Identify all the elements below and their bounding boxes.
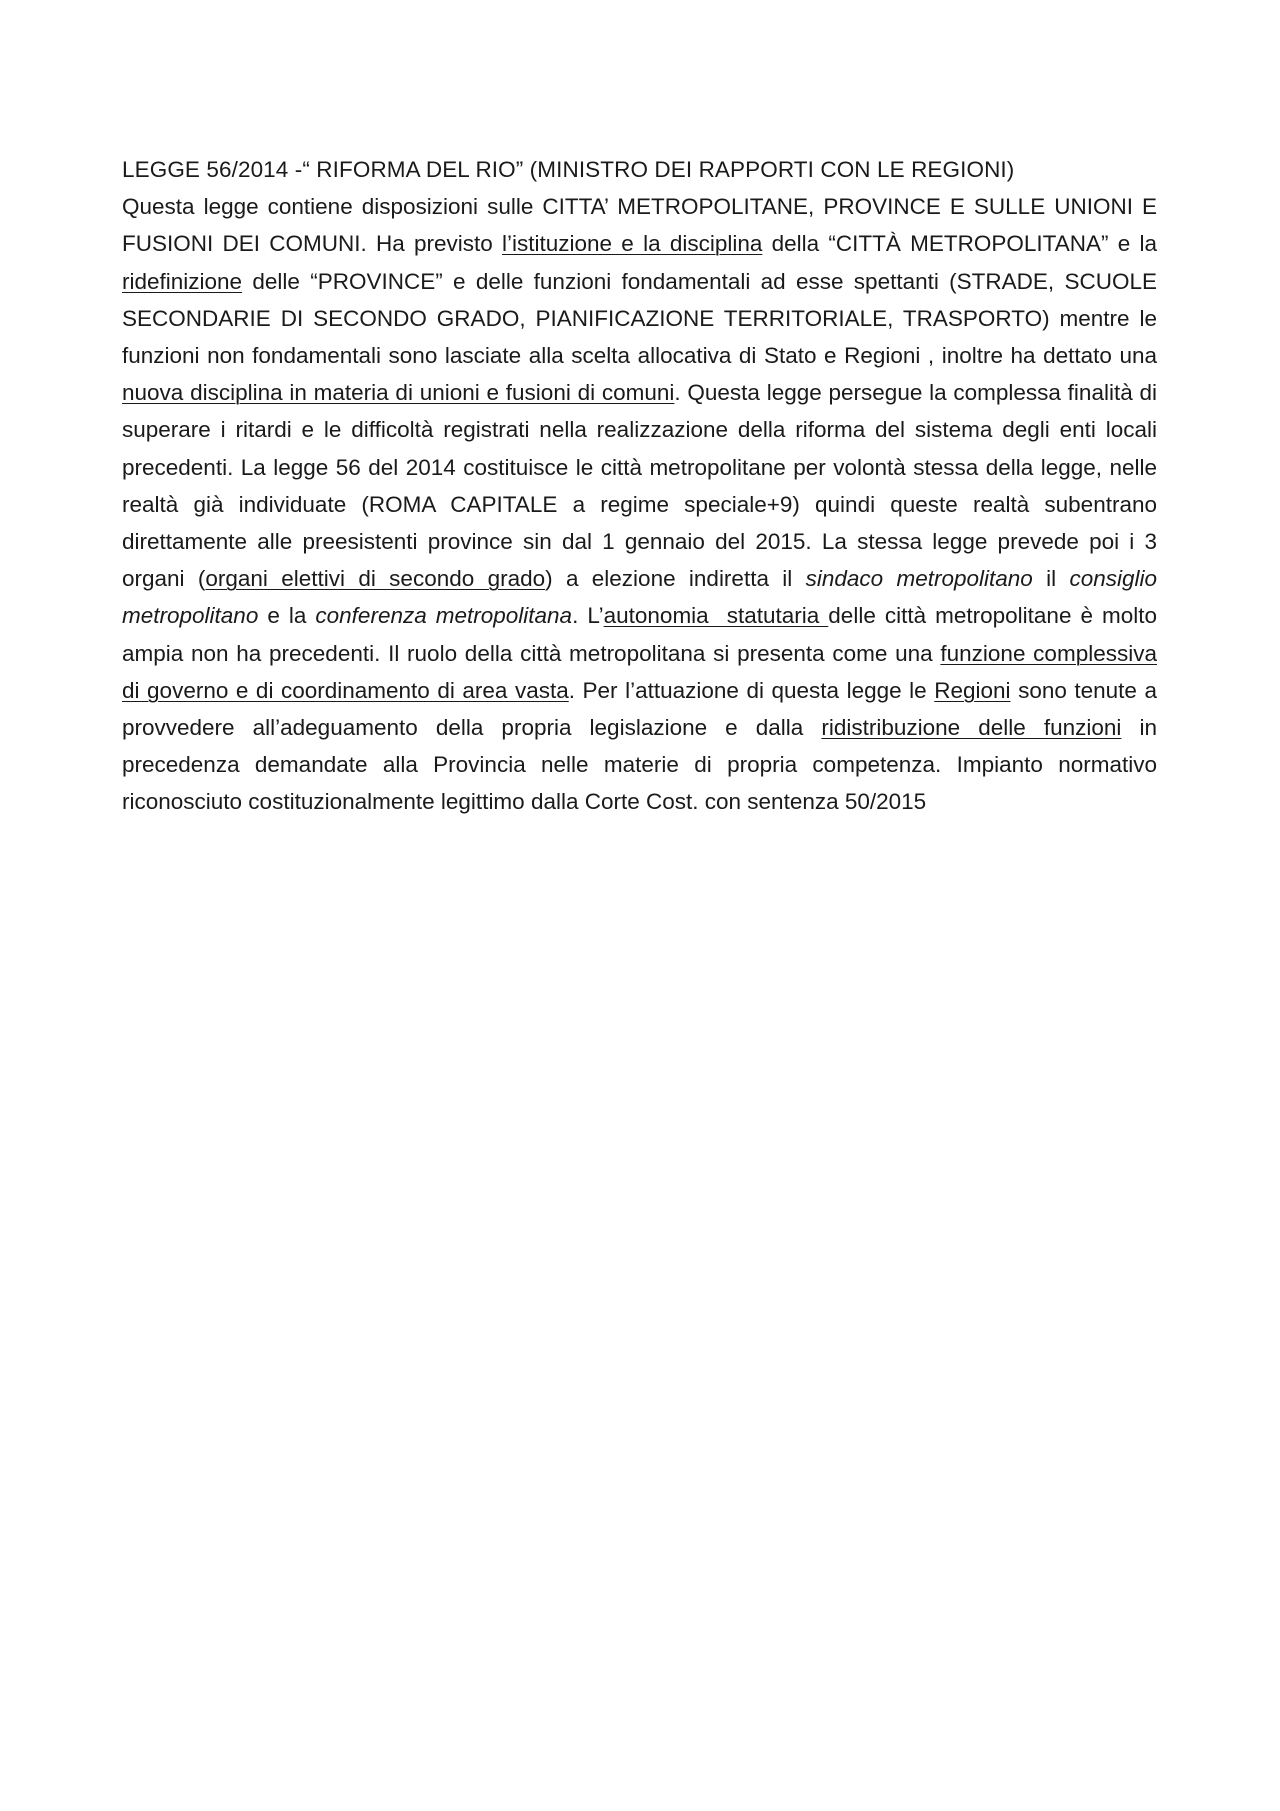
text-segment: in precedenza demandate alla Provincia nelle materie di propria competenza. Impianto normativo riconosciuto costituzionalmente legittimo dalla Corte Cost. con sentenza 50/2015 — [122, 715, 1158, 815]
underlined-phrase-funzione-complessiva: funzione complessiva di governo e di coordinamento di area vasta — [122, 640, 1157, 703]
text-segment: . Questa legge persegue la complessa finalità di superare i ritardi e le difficoltà registrati nella realizzazione della riforma del sistema degli enti locali precedenti. La legge 56 del 2014 costituisce le città metropolitane per volontà stessa della legge, nelle realtà già individuate (ROMA CAPITALE a regime speciale+9) quindi queste realtà subentrano direttamente alle preesistenti province sin dal 1 gennaio del 2015. La stessa legge prevede poi i 3 organi ( — [122, 380, 1157, 592]
italic-phrase-consiglio: consiglio metropolitano — [122, 566, 1158, 629]
text-segment: . Per l’attuazione di questa legge le — [568, 677, 935, 703]
underlined-phrase-ridistribuzione: ridistribuzione delle funzioni — [821, 715, 1122, 741]
underlined-phrase-nuova-disciplina: nuova disciplina in materia di unioni e fusioni di comuni — [122, 380, 675, 406]
text-segment: il — [1032, 566, 1070, 592]
italic-phrase-sindaco: sindaco metropolitano — [805, 566, 1033, 592]
italic-phrase-conferenza: conferenza metropolitana — [315, 603, 573, 629]
text-segment: delle “PROVINCE” e delle funzioni fondamentali ad esse spettanti (STRADE, SCUOLE SECONDARIE DI SECONDO GRADO, PIANIFICAZIONE TERRITORIALE, TRASPORTO) mentre le funzioni non fondamentali sono lasciate alla scelta allocativa di Stato e Regioni , inoltre ha dettato una — [122, 268, 1157, 369]
text-segment: ) a elezione indiretta il — [545, 566, 806, 592]
underlined-phrase-autonomia: autonomia statutaria — [603, 603, 829, 629]
text-segment: delle città metropolitane è molto ampia non ha precedenti. Il ruolo della città metropolitana si presenta come una — [122, 603, 1158, 666]
underlined-phrase-organi-elettivi: organi elettivi di secondo grado — [205, 566, 546, 592]
document-title: LEGGE 56/2014 -“ RIFORMA DEL RIO” (MINISTRO DEI RAPPORTI CON LE REGIONI) — [122, 157, 1015, 182]
underlined-phrase-regioni: Regioni — [934, 677, 1011, 703]
underlined-phrase-istituzione: l’istituzione e la disciplina — [502, 231, 763, 257]
text-segment: della “CITTÀ METROPOLITANA” e la — [762, 231, 1157, 257]
underlined-phrase-ridefinizione: ridefinizione — [122, 268, 243, 294]
text-segment: Questa legge contiene disposizioni sulle CITTA’ METROPOLITANE, PROVINCE E SULLE UNIONI E FUSIONI DEI COMUNI. Ha previsto — [122, 194, 1157, 257]
text-segment: . L’ — [572, 603, 604, 629]
body-paragraph — [122, 188, 1157, 820]
document-text — [122, 151, 1157, 821]
text-segment: sono tenute a provvedere all’adeguamento della propria legislazione e dalla — [122, 677, 1157, 741]
text-segment: e la — [258, 603, 316, 629]
